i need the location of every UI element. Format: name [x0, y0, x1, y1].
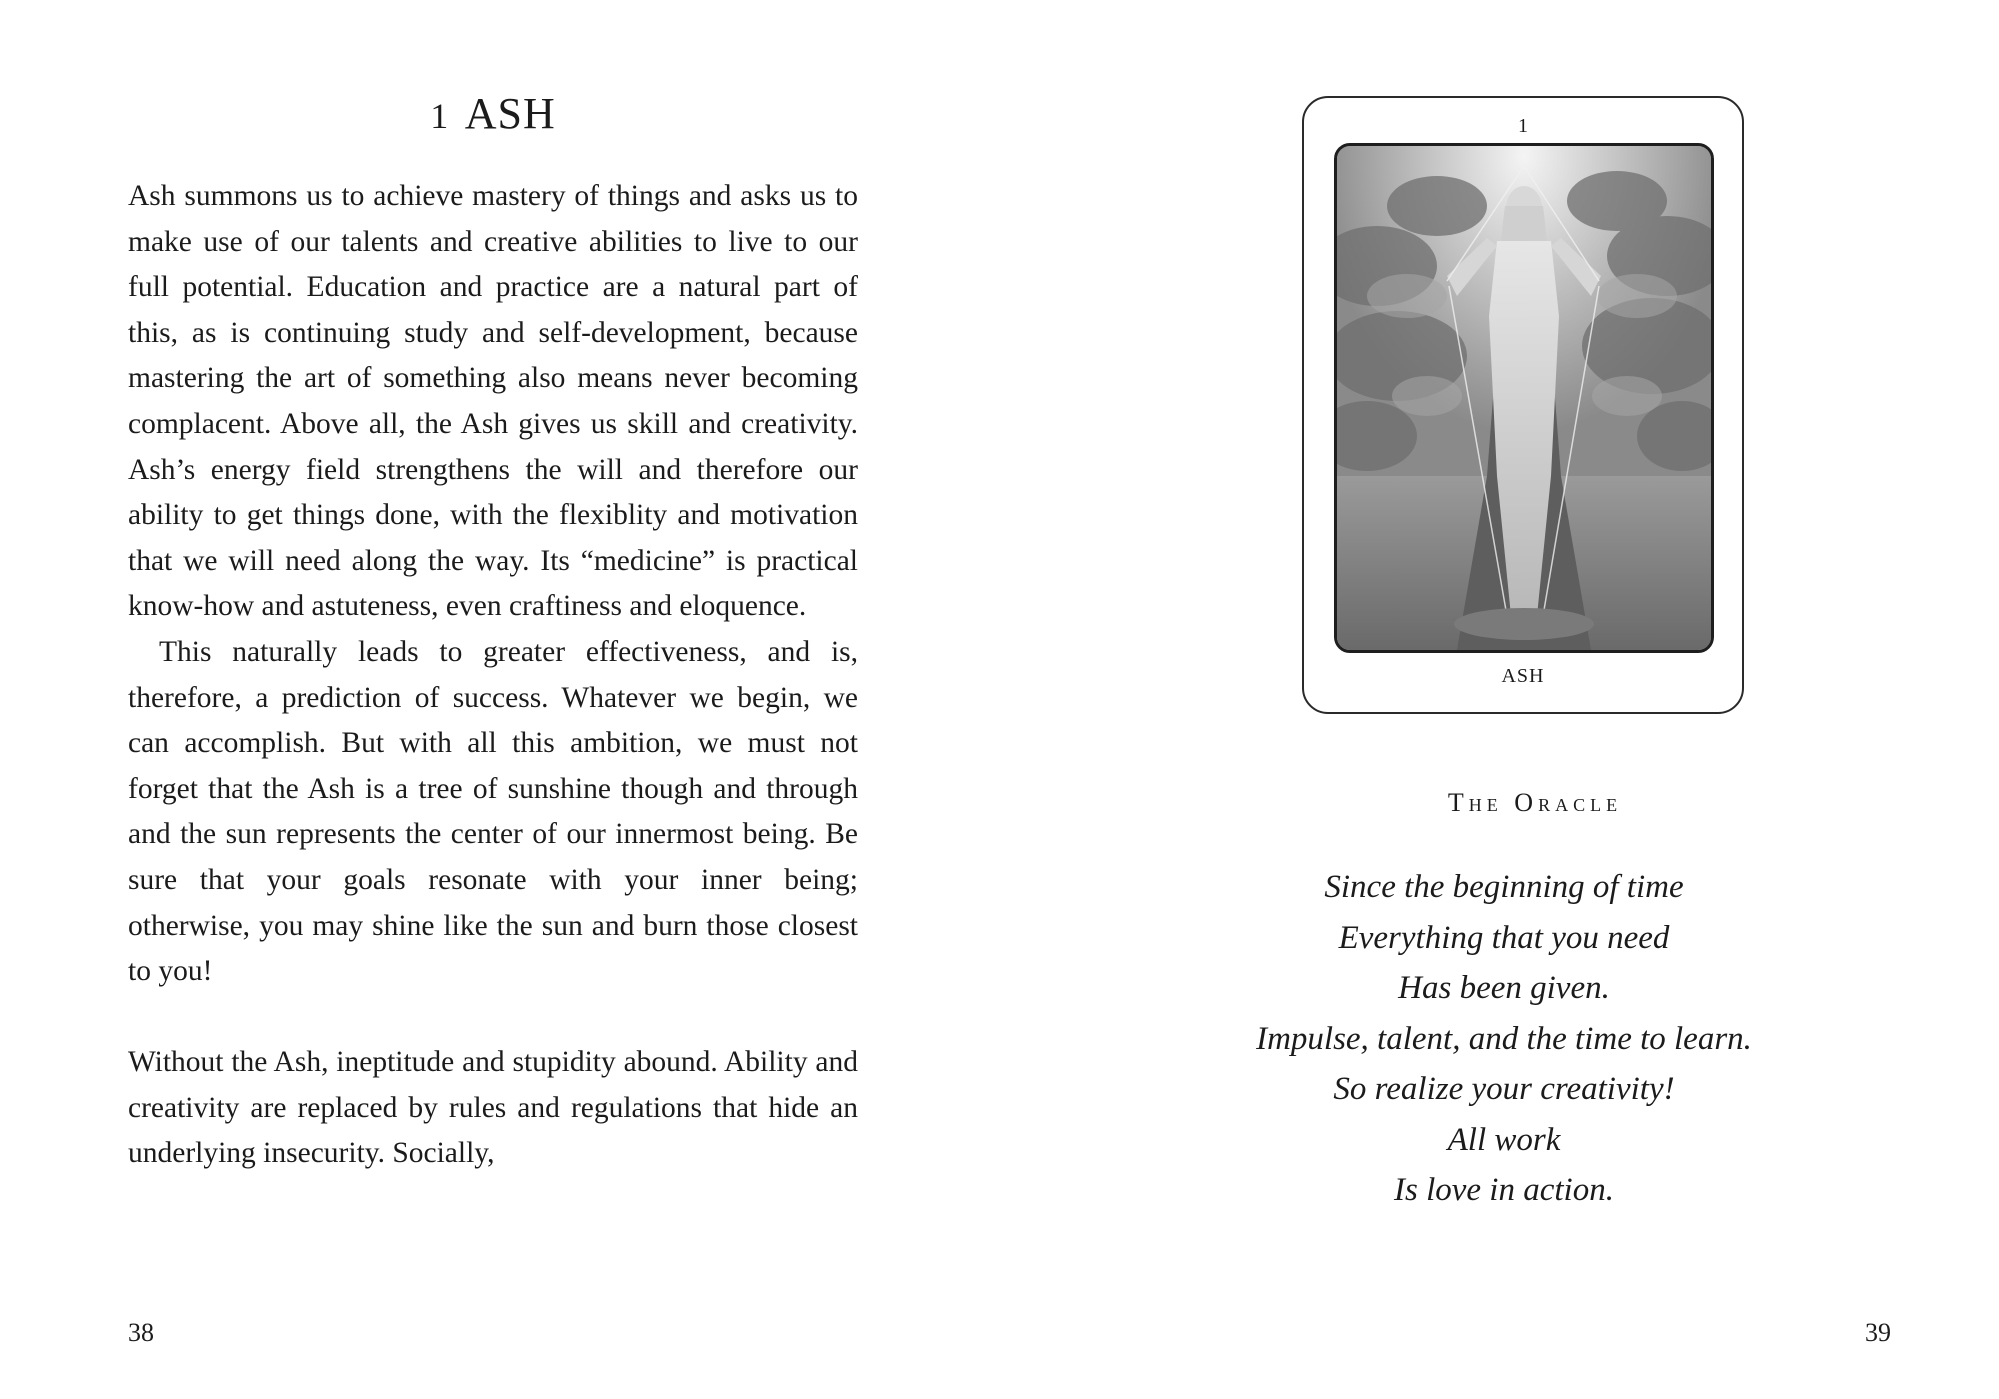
chapter-title: [128, 84, 858, 146]
chapter-name: ASH: [464, 89, 556, 138]
poem-line: Since the beginning of time: [1324, 869, 1684, 905]
page-number-right: 39: [1865, 1318, 1891, 1347]
poem-line: So realize your creativity!: [1333, 1071, 1675, 1107]
body-text: [128, 174, 858, 1177]
oracle-heading: The Oracle: [1447, 788, 1623, 817]
ash-tree-figure-illustration-icon: [1334, 143, 1714, 653]
poem-line: Everything that you need: [1338, 919, 1670, 956]
card-number: 1: [1518, 115, 1528, 137]
card-label: ASH: [1501, 665, 1545, 687]
poem-line: All work: [1447, 1121, 1561, 1158]
oracle-poem: [1000, 862, 1999, 1216]
right-page: [1000, 0, 1999, 1399]
paragraph-2: This naturally leads to greater effectiveness, and is, therefore, a prediction of success. Whatever we begin, we can accomplish. But with all this ambition, we must not forget that the Ash is a tree of sunshine though and through and the sun represents the center of our innermost being. Be sure that your goals resonate with your inner being; otherwise, you may shine like the sun and burn those closest to you!: [128, 635, 858, 988]
poem-line: Impulse, talent, and the time to learn.: [1256, 1020, 1752, 1057]
page-number-left: 38: [128, 1318, 154, 1347]
paragraph-3: Without the Ash, ineptitude and stupidity abound. Ability and creativity are replaced by rules and regulations that hide an underlying insecurity. Socially,: [128, 1046, 858, 1170]
paragraph-1: Ash summons us to achieve mastery of things and asks us to make use of our talents and creative abilities to live to our full potential. Education and practice are a natural part of this, as is continuing study and self-development, because mastering the art of something also means never becoming complacent. Above all, the Ash gives us skill and creativity. Ash’s energy field strengthens the will and therefore our ability to get things done, with the flexiblity and motivation that we will need along the way. Its “medicine” is practical know-how and astuteness, even craftiness and eloquence.: [128, 180, 858, 623]
oracle-card: [1302, 96, 1744, 714]
poem-line: Is love in action.: [1394, 1172, 1614, 1208]
poem-line: Has been given.: [1398, 970, 1610, 1006]
chapter-number: 1: [430, 96, 450, 136]
